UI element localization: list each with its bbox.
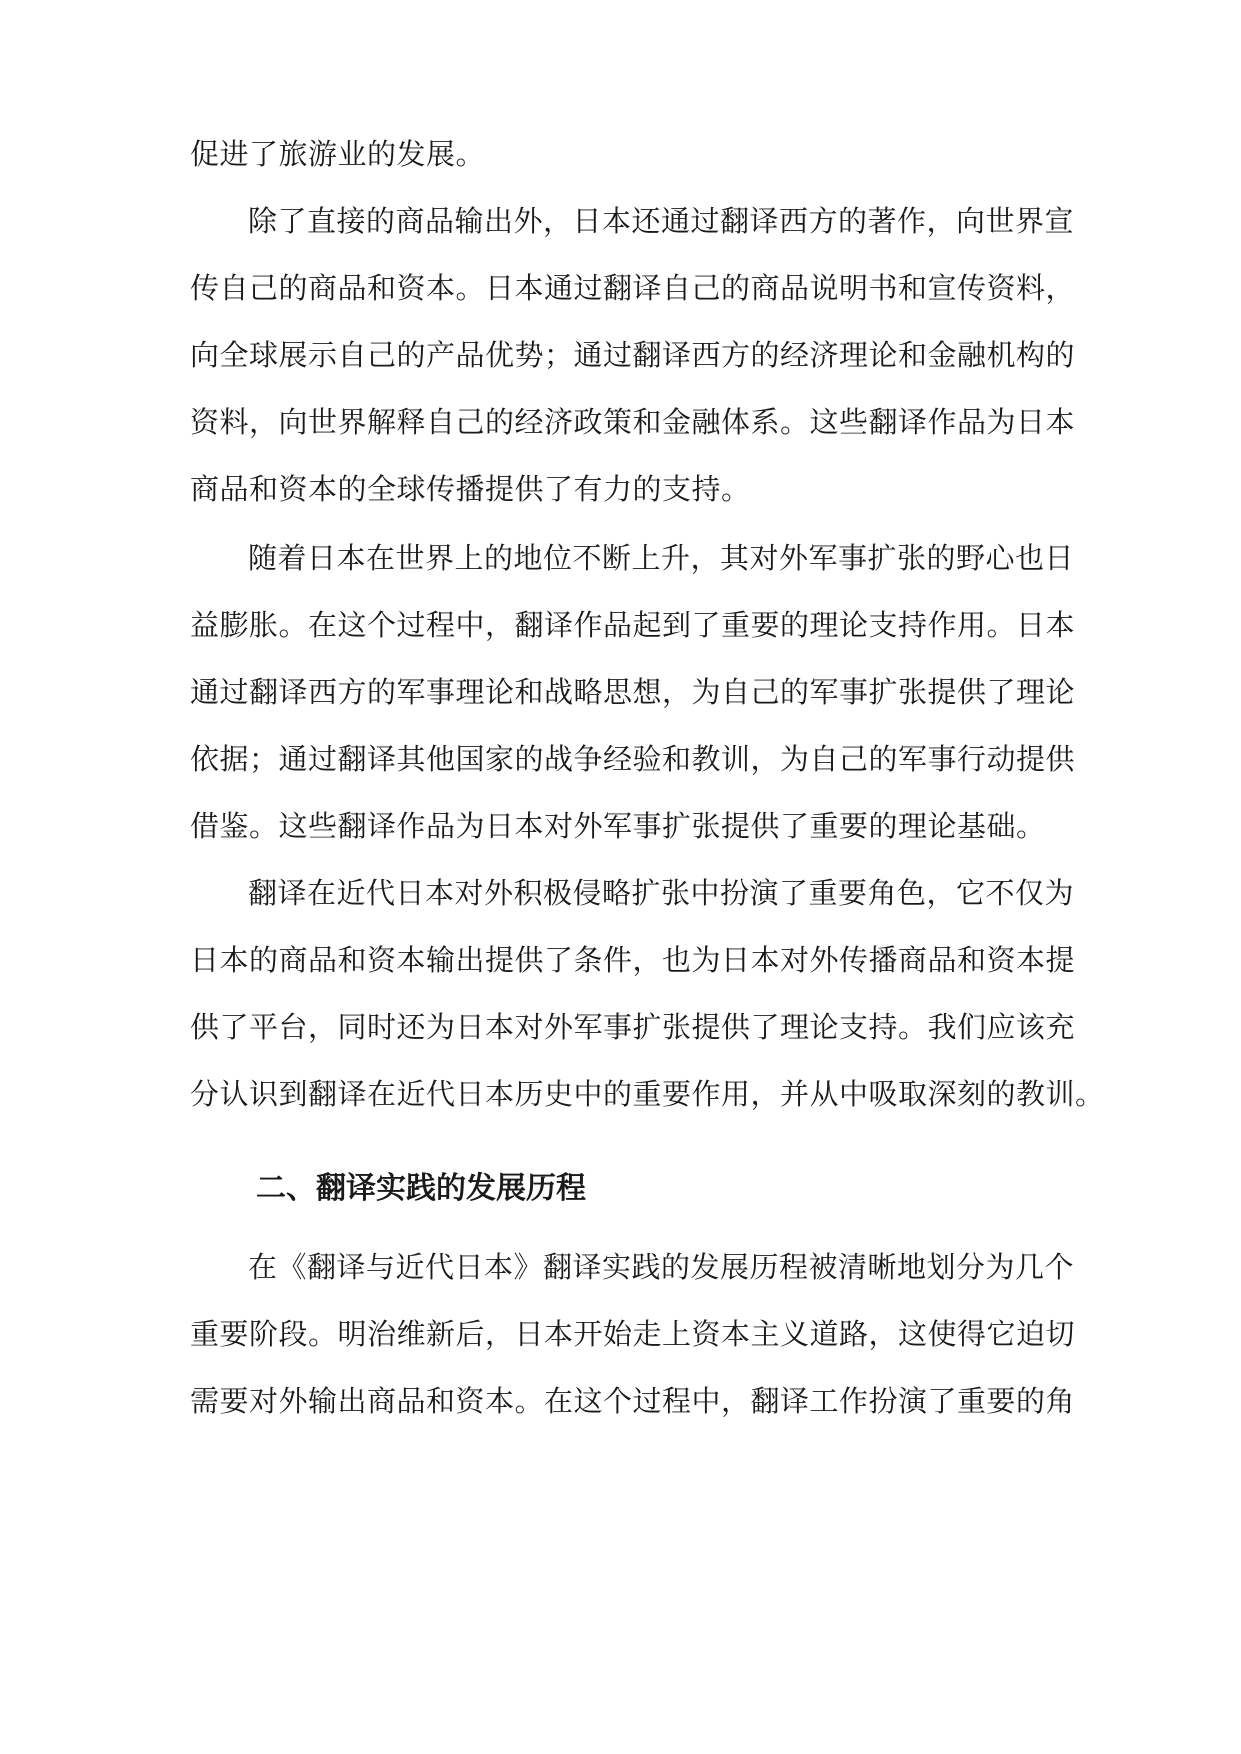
paragraph-line: 通过翻译西方的军事理论和战略思想，为自己的军事扩张提供了理论	[190, 675, 1076, 709]
paragraph-line: 供了平台，同时还为日本对外军事扩张提供了理论支持。我们应该充	[190, 1010, 1076, 1044]
paragraph-line: 分认识到翻译在近代日本历史中的重要作用，并从中吸取深刻的教训。	[190, 1077, 1105, 1111]
paragraph-line: 翻译在近代日本对外积极侵略扩张中扮演了重要角色，它不仅为	[248, 876, 1075, 910]
paragraph-line: 传自己的商品和资本。日本通过翻译自己的商品说明书和宣传资料，	[190, 271, 1076, 305]
paragraph-line: 重要阶段。明治维新后，日本开始走上资本主义道路，这使得它迫切	[190, 1317, 1076, 1351]
paragraph-line: 除了直接的商品输出外，日本还通过翻译西方的著作，向世界宣	[248, 204, 1075, 238]
paragraph-line: 借鉴。这些翻译作品为日本对外军事扩张提供了重要的理论基础。	[190, 809, 1046, 843]
paragraph-line: 益膨胀。在这个过程中，翻译作品起到了重要的理论支持作用。日本	[190, 608, 1076, 642]
paragraph-line: 向全球展示自己的产品优势；通过翻译西方的经济理论和金融机构的	[190, 338, 1076, 372]
paragraph-line: 资料，向世界解释自己的经济政策和金融体系。这些翻译作品为日本	[190, 405, 1076, 439]
paragraph-line: 依据；通过翻译其他国家的战争经验和教训，为自己的军事行动提供	[190, 742, 1076, 776]
paragraph-line: 在《翻译与近代日本》翻译实践的发展历程被清晰地划分为几个	[248, 1250, 1075, 1284]
paragraph-line: 促进了旅游业的发展。	[190, 137, 486, 171]
section-heading: 二、翻译实践的发展历程	[256, 1171, 586, 1206]
paragraph-line: 商品和资本的全球传播提供了有力的支持。	[190, 472, 751, 506]
paragraph-line: 日本的商品和资本输出提供了条件，也为日本对外传播商品和资本提	[190, 943, 1076, 977]
paragraph-line: 随着日本在世界上的地位不断上升，其对外军事扩张的野心也日	[248, 541, 1075, 575]
paragraph-line: 需要对外输出商品和资本。在这个过程中，翻译工作扮演了重要的角	[190, 1384, 1076, 1418]
